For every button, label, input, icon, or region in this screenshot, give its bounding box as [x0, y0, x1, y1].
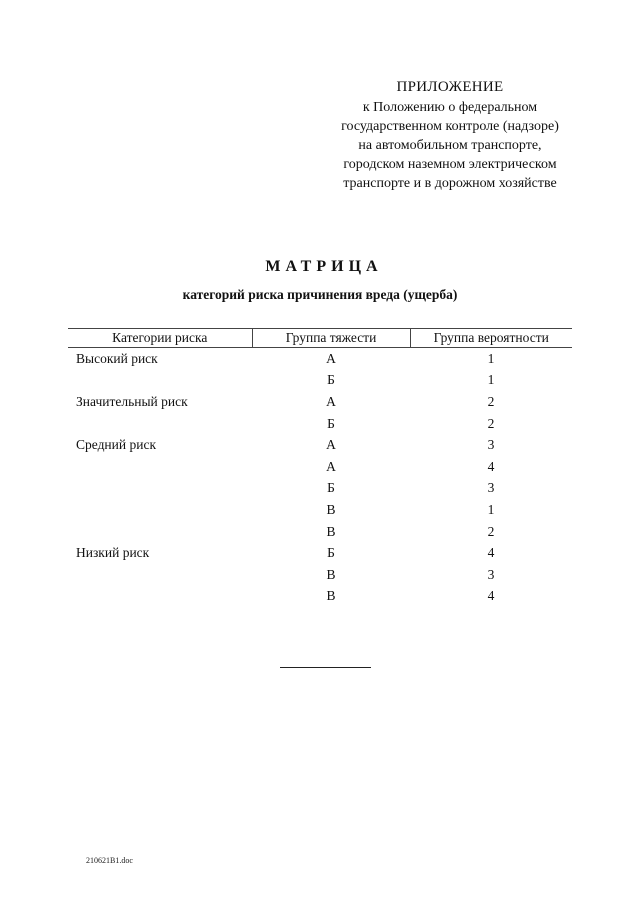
- cell-severity: А: [326, 437, 336, 453]
- table-row: [68, 413, 572, 435]
- appendix-title: ПРИЛОЖЕНИЕ: [396, 79, 504, 95]
- table-row: [68, 370, 572, 392]
- table-row: [68, 348, 572, 370]
- appendix-line: транспорте и в дорожном хозяйстве: [343, 176, 557, 191]
- appendix-line: городском наземном электрическом: [343, 157, 557, 172]
- cell-probability: 4: [487, 588, 495, 604]
- appendix-line: на автомобильном транспорте,: [358, 138, 542, 153]
- cell-probability: 4: [487, 458, 495, 474]
- cell-severity: Б: [327, 545, 335, 561]
- cell-severity: В: [326, 566, 336, 582]
- appendix-line: к Положению о федеральном: [362, 100, 538, 115]
- cell-category: Низкий риск: [76, 545, 150, 561]
- end-divider: [280, 667, 371, 668]
- table-row: [68, 586, 572, 608]
- cell-category: [68, 499, 252, 521]
- column-header-category: Категории риска: [68, 329, 252, 348]
- risk-matrix-table: [68, 328, 572, 607]
- table-row: [68, 499, 572, 521]
- cell-probability: 1: [487, 372, 495, 388]
- table-row: [68, 542, 572, 564]
- cell-severity: В: [326, 523, 336, 539]
- table-header-row: [68, 329, 572, 348]
- cell-category: Средний риск: [76, 437, 157, 453]
- cell-probability: 2: [487, 393, 495, 409]
- column-header-severity: Группа тяжести: [252, 329, 410, 348]
- cell-severity: В: [326, 588, 336, 604]
- document-subtitle: категорий риска причинения вреда (ущерба): [182, 287, 458, 302]
- cell-severity: А: [326, 393, 336, 409]
- cell-category: Высокий риск: [76, 350, 158, 366]
- table-row: [68, 434, 572, 456]
- cell-category: [68, 564, 252, 586]
- cell-severity: А: [326, 458, 336, 474]
- cell-probability: 3: [487, 437, 495, 453]
- cell-category: [68, 370, 252, 392]
- cell-severity: В: [326, 501, 336, 517]
- cell-category: [68, 413, 252, 435]
- cell-category: [68, 478, 252, 500]
- document-title: МАТРИЦА: [265, 258, 383, 275]
- cell-category: [68, 521, 252, 543]
- table-row: [68, 391, 572, 413]
- cell-category: [68, 586, 252, 608]
- cell-probability: 3: [487, 566, 495, 582]
- cell-category: [68, 456, 252, 478]
- appendix-header: [300, 78, 600, 193]
- appendix-line: государственном контроле (надзоре): [341, 119, 559, 134]
- table-row: [68, 478, 572, 500]
- cell-severity: Б: [327, 415, 335, 431]
- cell-probability: 3: [487, 480, 495, 496]
- cell-probability: 1: [487, 501, 495, 517]
- column-header-probability: Группа вероятности: [410, 329, 572, 348]
- cell-severity: А: [326, 350, 336, 366]
- footer-filename: 210621B1.doc: [86, 856, 133, 865]
- cell-severity: Б: [327, 372, 335, 388]
- table-row: [68, 521, 572, 543]
- cell-probability: 4: [487, 545, 495, 561]
- cell-severity: Б: [327, 480, 335, 496]
- cell-category: Значительный риск: [76, 393, 188, 409]
- cell-probability: 2: [487, 415, 495, 431]
- cell-probability: 1: [487, 350, 495, 366]
- table-row: [68, 564, 572, 586]
- table-row: [68, 456, 572, 478]
- cell-probability: 2: [487, 523, 495, 539]
